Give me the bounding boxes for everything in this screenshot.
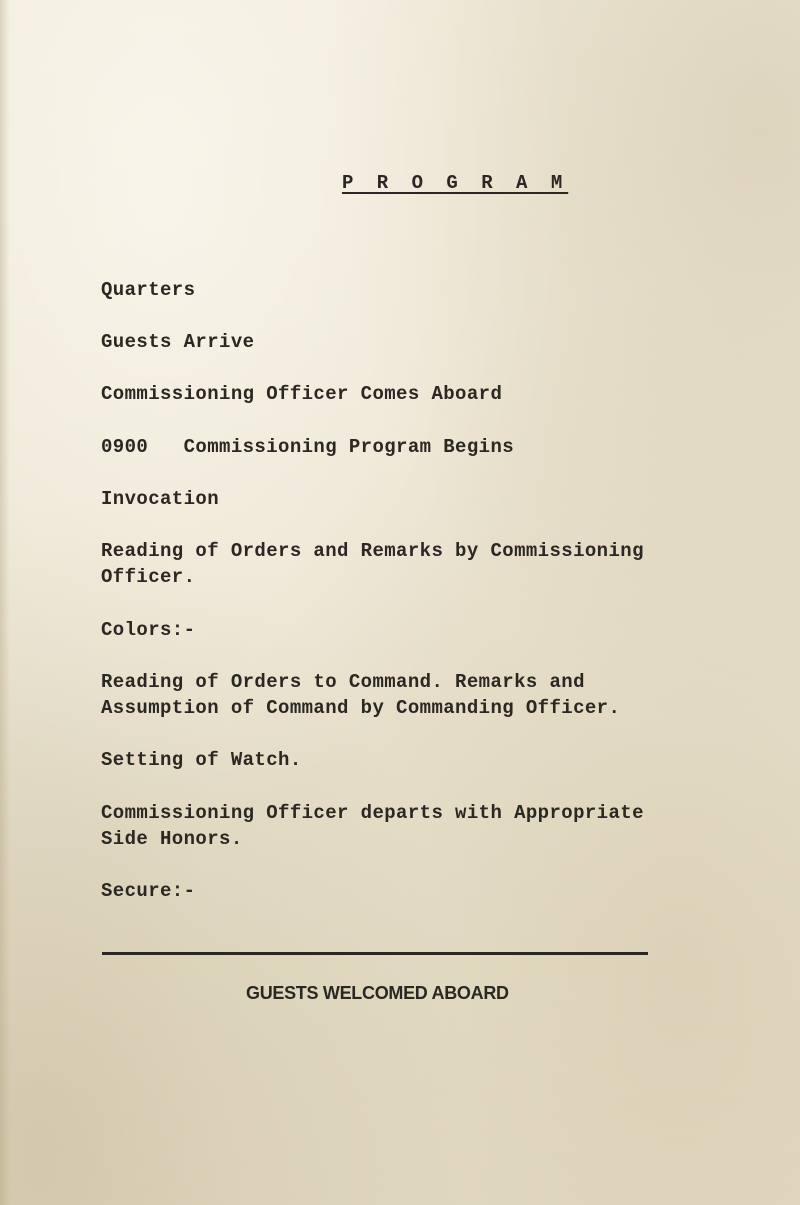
item-officer-departs-line1: Commissioning Officer departs with Appropriate bbox=[101, 802, 644, 824]
item-reading-to-command-line2: Assumption of Command by Commanding Officer. bbox=[101, 697, 621, 719]
item-quarters: Quarters bbox=[101, 279, 196, 301]
closing-message: GUESTS WELCOMED ABOARD bbox=[246, 983, 509, 1003]
item-reading-of-orders-line1: Reading of Orders and Remarks by Commissioning bbox=[101, 540, 644, 562]
item-guests-arrive: Guests Arrive bbox=[101, 331, 255, 353]
item-setting-of-watch: Setting of Watch. bbox=[101, 749, 302, 771]
divider-rule bbox=[102, 952, 648, 955]
item-reading-to-command-line1: Reading of Orders to Command. Remarks and bbox=[101, 671, 585, 693]
item-officer-departs-line2: Side Honors. bbox=[101, 828, 243, 850]
item-secure: Secure:- bbox=[101, 880, 196, 902]
item-reading-of-orders-line2: Officer. bbox=[101, 566, 196, 588]
item-invocation: Invocation bbox=[101, 488, 220, 510]
item-program-begins: 0900 Commissioning Program Begins bbox=[101, 436, 515, 458]
item-commissioning-officer-aboard: Commissioning Officer Comes Aboard bbox=[101, 383, 503, 405]
paper-fold-shadow bbox=[0, 0, 10, 1205]
item-colors: Colors:- bbox=[101, 619, 196, 641]
program-title: P R O G R A M bbox=[342, 172, 569, 194]
